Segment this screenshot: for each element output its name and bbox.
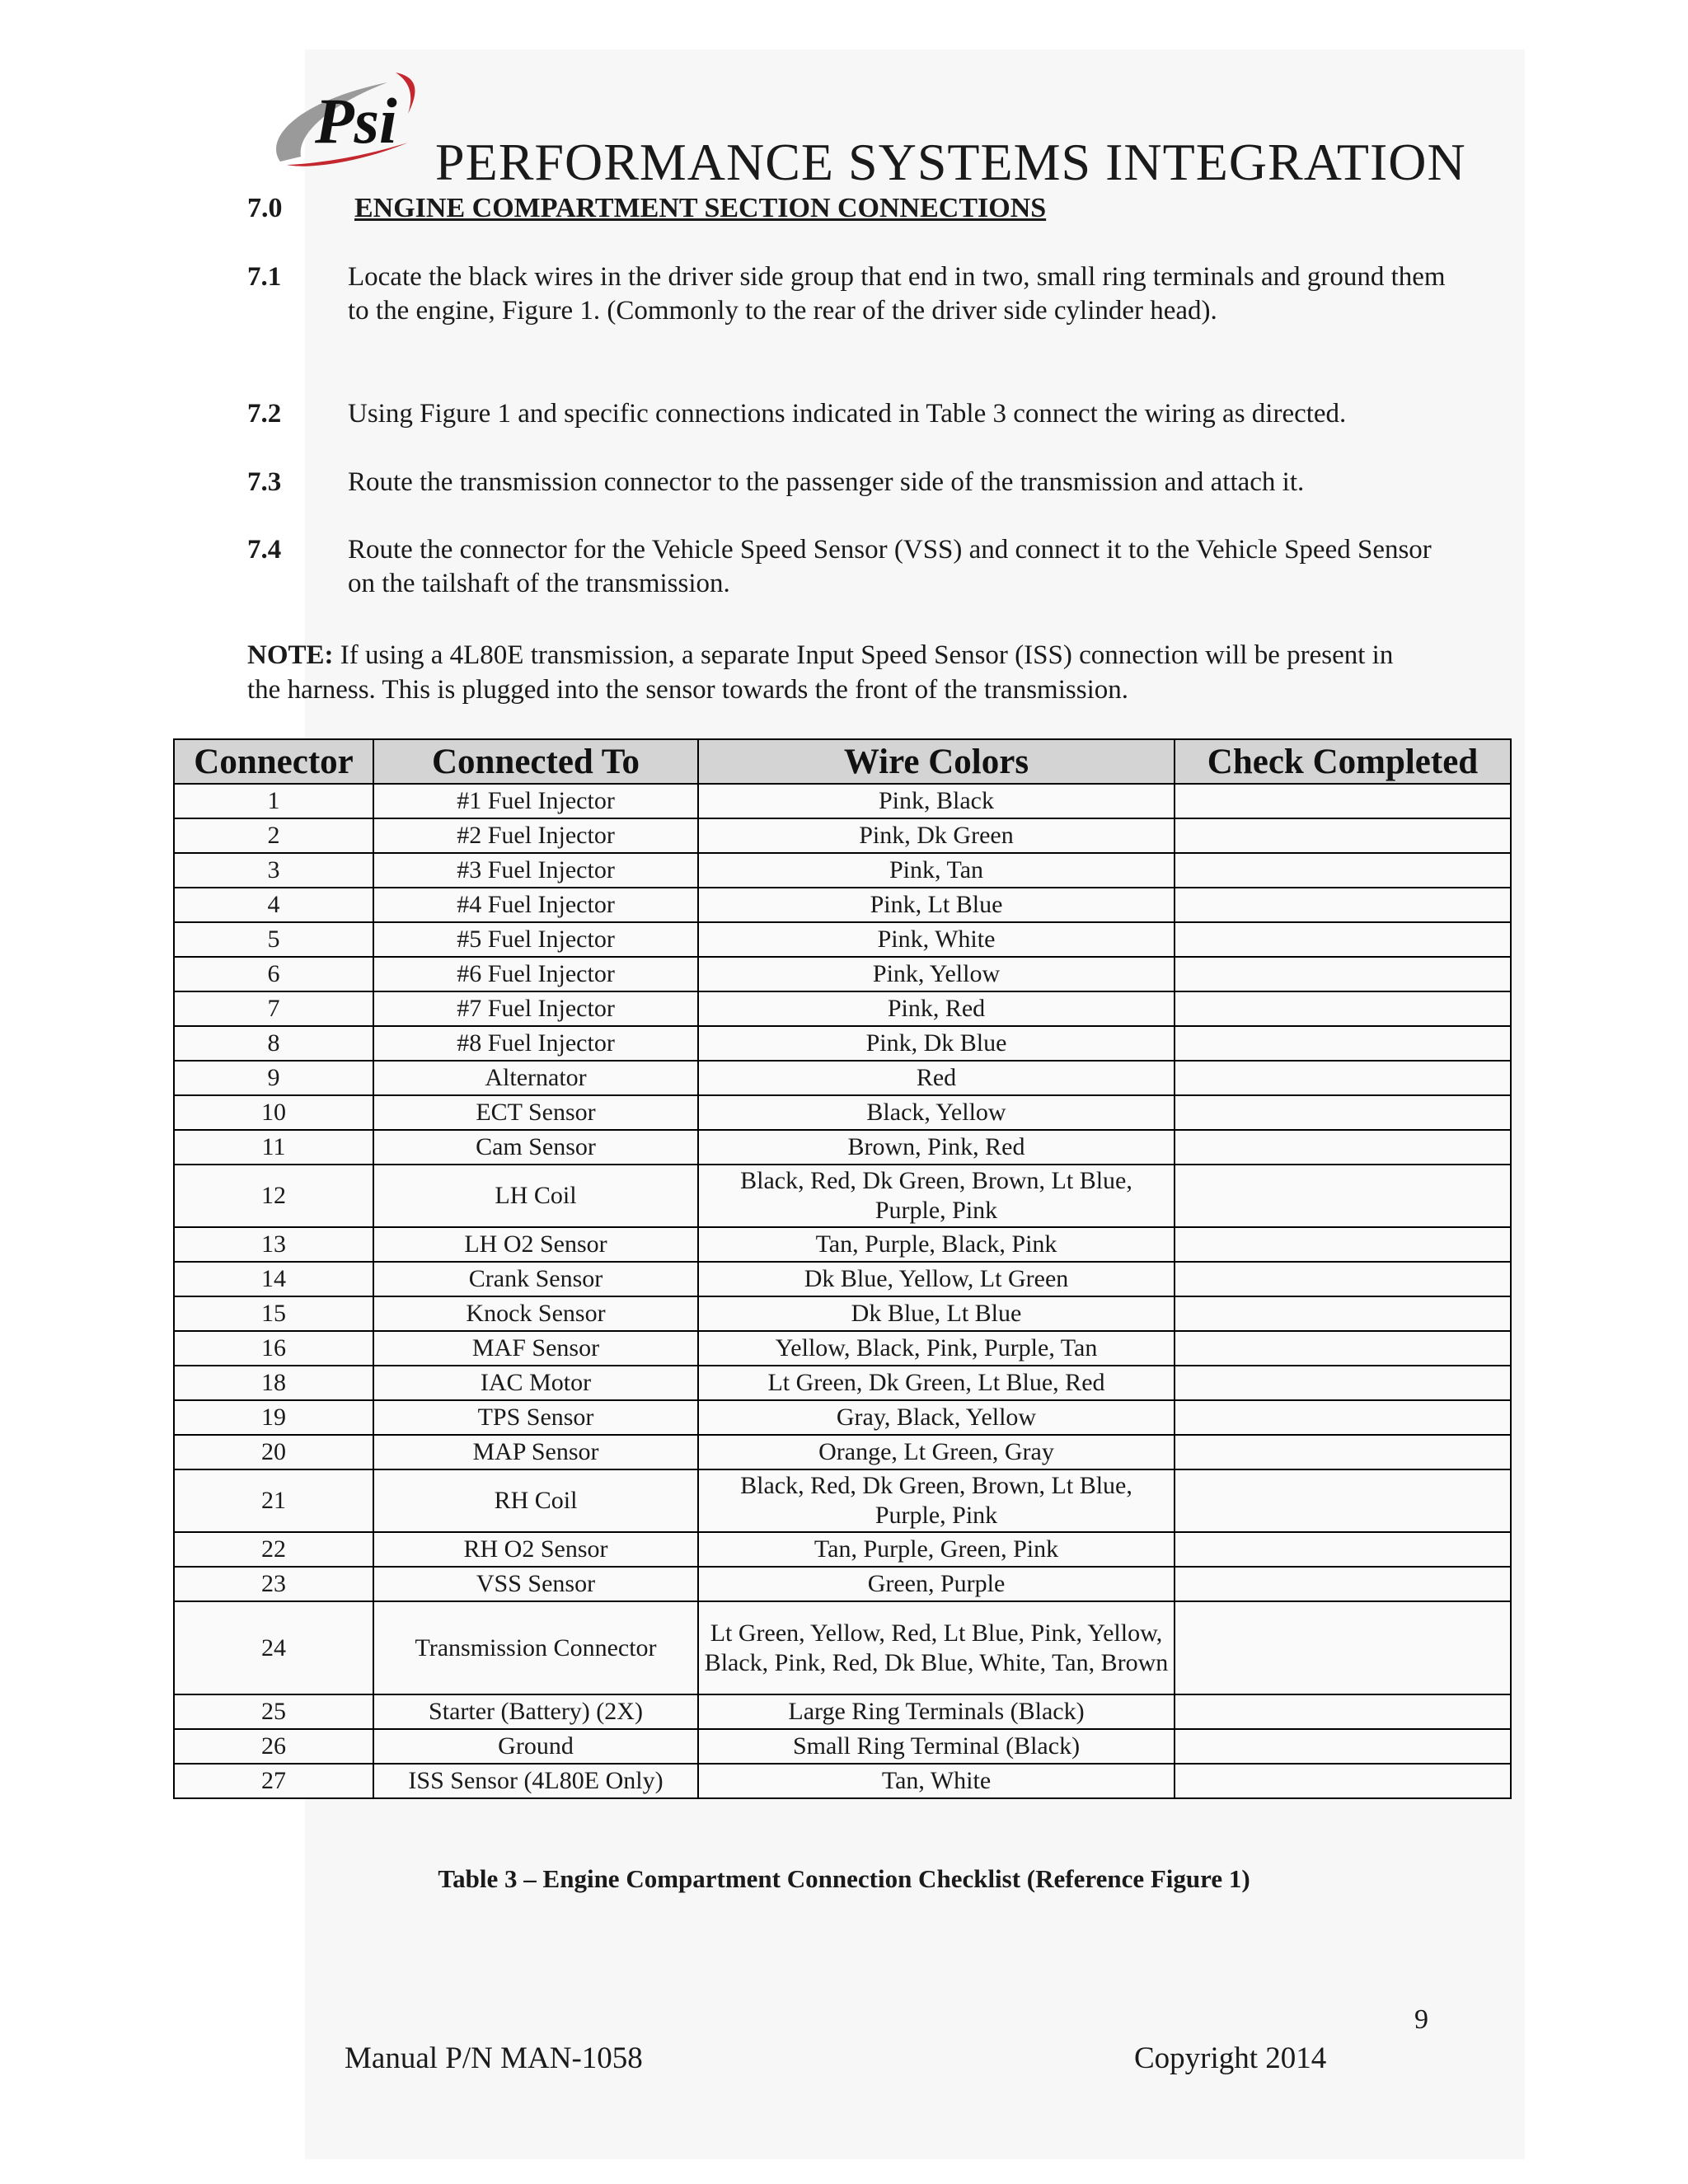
check-completed-cell[interactable] <box>1175 1435 1511 1469</box>
connected-to-cell: #6 Fuel Injector <box>373 957 698 991</box>
wire-colors-cell: Tan, Purple, Green, Pink <box>698 1532 1175 1567</box>
wire-colors-cell: Pink, Tan <box>698 853 1175 888</box>
check-completed-cell[interactable] <box>1175 1567 1511 1601</box>
check-completed-cell[interactable] <box>1175 1764 1511 1798</box>
company-name-text: PERFORMANCE SYSTEMS INTEGRATION <box>435 133 1466 191</box>
table-row <box>174 1366 1511 1400</box>
wire-colors-cell: Black, Red, Dk Green, Brown, Lt Blue, Purple, Pink <box>698 1165 1175 1227</box>
connected-to-cell: LH Coil <box>373 1165 698 1227</box>
table-row <box>174 1262 1511 1296</box>
table-row <box>174 888 1511 922</box>
header-wire-colors: Wire Colors <box>698 739 1175 784</box>
connector-cell: 21 <box>174 1469 373 1532</box>
table-row <box>174 1331 1511 1366</box>
step-number: 7.2 <box>247 399 282 429</box>
table-row <box>174 1469 1511 1532</box>
wire-colors-cell: Green, Purple <box>698 1567 1175 1601</box>
connector-cell: 18 <box>174 1366 373 1400</box>
wire-colors-cell: Pink, Yellow <box>698 957 1175 991</box>
connector-cell: 4 <box>174 888 373 922</box>
connected-to-cell: TPS Sensor <box>373 1400 698 1435</box>
check-completed-cell[interactable] <box>1175 1130 1511 1165</box>
connector-cell: 3 <box>174 853 373 888</box>
wire-colors-cell: Gray, Black, Yellow <box>698 1400 1175 1435</box>
check-completed-cell[interactable] <box>1175 1729 1511 1764</box>
connector-cell: 24 <box>174 1601 373 1694</box>
connected-to-cell: ECT Sensor <box>373 1095 698 1130</box>
connector-cell: 19 <box>174 1400 373 1435</box>
table-row <box>174 1532 1511 1567</box>
connector-cell: 27 <box>174 1764 373 1798</box>
connected-to-cell: Cam Sensor <box>373 1130 698 1165</box>
section-number: 7.0 <box>247 193 283 223</box>
header-connected-to: Connected To <box>373 739 698 784</box>
check-completed-cell[interactable] <box>1175 1227 1511 1262</box>
connector-cell: 11 <box>174 1130 373 1165</box>
table-row <box>174 1567 1511 1601</box>
table-row <box>174 1729 1511 1764</box>
table-row <box>174 1061 1511 1095</box>
table-caption: Table 3 – Engine Compartment Connection Checklist (Reference Figure 1) <box>438 1864 1250 1893</box>
wire-colors-cell: Small Ring Terminal (Black) <box>698 1729 1175 1764</box>
logo-text: Psi <box>315 85 397 157</box>
wire-colors-cell: Lt Green, Dk Green, Lt Blue, Red <box>698 1366 1175 1400</box>
step-number: 7.3 <box>247 467 282 497</box>
table-row <box>174 922 1511 957</box>
note-label: NOTE: <box>247 640 334 670</box>
step-7-4 <box>247 533 1451 602</box>
table-row <box>174 1435 1511 1469</box>
connector-cell: 20 <box>174 1435 373 1469</box>
connected-to-cell: Alternator <box>373 1061 698 1095</box>
connected-to-cell: #2 Fuel Injector <box>373 818 698 853</box>
table-row <box>174 784 1511 818</box>
check-completed-cell[interactable] <box>1175 957 1511 991</box>
note <box>247 638 1418 707</box>
check-completed-cell[interactable] <box>1175 1262 1511 1296</box>
wire-colors-cell: Pink, Red <box>698 991 1175 1026</box>
header-connector: Connector <box>174 739 373 784</box>
check-completed-cell[interactable] <box>1175 1095 1511 1130</box>
check-completed-cell[interactable] <box>1175 1366 1511 1400</box>
psi-logo <box>264 64 429 180</box>
connector-cell: 12 <box>174 1165 373 1227</box>
connected-to-cell: Starter (Battery) (2X) <box>373 1694 698 1729</box>
check-completed-cell[interactable] <box>1175 853 1511 888</box>
wire-colors-cell: Pink, Dk Green <box>698 818 1175 853</box>
connected-to-cell: Knock Sensor <box>373 1296 698 1331</box>
check-completed-cell[interactable] <box>1175 1694 1511 1729</box>
connected-to-cell: RH Coil <box>373 1469 698 1532</box>
connector-cell: 26 <box>174 1729 373 1764</box>
connector-cell: 15 <box>174 1296 373 1331</box>
page-number: 9 <box>1414 2004 1428 2035</box>
wire-colors-cell: Yellow, Black, Pink, Purple, Tan <box>698 1331 1175 1366</box>
connected-to-cell: Crank Sensor <box>373 1262 698 1296</box>
step-number: 7.1 <box>247 262 282 292</box>
connected-to-cell: #1 Fuel Injector <box>373 784 698 818</box>
connector-cell: 14 <box>174 1262 373 1296</box>
check-completed-cell[interactable] <box>1175 1601 1511 1694</box>
table-row <box>174 1601 1511 1694</box>
check-completed-cell[interactable] <box>1175 818 1511 853</box>
connector-cell: 23 <box>174 1567 373 1601</box>
table-header-row <box>174 739 1511 784</box>
table-row <box>174 1227 1511 1262</box>
check-completed-cell[interactable] <box>1175 1026 1511 1061</box>
table-row <box>174 1165 1511 1227</box>
connected-to-cell: #8 Fuel Injector <box>373 1026 698 1061</box>
wire-colors-cell: Pink, Dk Blue <box>698 1026 1175 1061</box>
wire-colors-cell: Tan, Purple, Black, Pink <box>698 1227 1175 1262</box>
wire-colors-cell: Lt Green, Yellow, Red, Lt Blue, Pink, Yellow, Black, Pink, Red, Dk Blue, White, Tan, Brown <box>698 1601 1175 1694</box>
connected-to-cell: Transmission Connector <box>373 1601 698 1694</box>
header-check-completed: Check Completed <box>1175 739 1511 784</box>
wire-colors-cell: Dk Blue, Lt Blue <box>698 1296 1175 1331</box>
connected-to-cell: #4 Fuel Injector <box>373 888 698 922</box>
connector-cell: 22 <box>174 1532 373 1567</box>
connected-to-cell: LH O2 Sensor <box>373 1227 698 1262</box>
table-row <box>174 818 1511 853</box>
step-7-1 <box>247 260 1451 363</box>
check-completed-cell[interactable] <box>1175 888 1511 922</box>
check-completed-cell[interactable] <box>1175 1331 1511 1366</box>
wire-colors-cell: Dk Blue, Yellow, Lt Green <box>698 1262 1175 1296</box>
wire-colors-cell: Pink, Black <box>698 784 1175 818</box>
connector-cell: 13 <box>174 1227 373 1262</box>
connector-cell: 16 <box>174 1331 373 1366</box>
connector-cell: 1 <box>174 784 373 818</box>
connected-to-cell: VSS Sensor <box>373 1567 698 1601</box>
check-completed-cell[interactable] <box>1175 1165 1511 1227</box>
step-text: Locate the black wires in the driver side group that end in two, small ring terminals and ground them to the engine, Figure 1. (Commonly to the rear of the driver side cylinder head). <box>348 262 1446 326</box>
table-row <box>174 1130 1511 1165</box>
table-row <box>174 1296 1511 1331</box>
connector-cell: 5 <box>174 922 373 957</box>
connector-cell: 6 <box>174 957 373 991</box>
wire-colors-cell: Brown, Pink, Red <box>698 1130 1175 1165</box>
connected-to-cell: ISS Sensor (4L80E Only) <box>373 1764 698 1798</box>
connected-to-cell: Ground <box>373 1729 698 1764</box>
connected-to-cell: RH O2 Sensor <box>373 1532 698 1567</box>
connected-to-cell: MAF Sensor <box>373 1331 698 1366</box>
wire-colors-cell: Tan, White <box>698 1764 1175 1798</box>
step-7-2 <box>247 397 1451 431</box>
table-row <box>174 1026 1511 1061</box>
wire-colors-cell: Black, Yellow <box>698 1095 1175 1130</box>
check-completed-cell[interactable] <box>1175 1061 1511 1095</box>
connector-cell: 9 <box>174 1061 373 1095</box>
step-number: 7.4 <box>247 535 282 565</box>
section-heading <box>247 193 1046 224</box>
connector-cell: 8 <box>174 1026 373 1061</box>
connected-to-cell: #3 Fuel Injector <box>373 853 698 888</box>
step-text: Route the transmission connector to the passenger side of the transmission and attach it. <box>348 467 1305 497</box>
check-completed-cell[interactable] <box>1175 784 1511 818</box>
table-row <box>174 957 1511 991</box>
connector-cell: 25 <box>174 1694 373 1729</box>
check-completed-cell[interactable] <box>1175 922 1511 957</box>
wire-colors-cell: Orange, Lt Green, Gray <box>698 1435 1175 1469</box>
table-row <box>174 853 1511 888</box>
manual-part-number: Manual P/N MAN-1058 <box>345 2041 643 2075</box>
connected-to-cell: #7 Fuel Injector <box>373 991 698 1026</box>
check-completed-cell[interactable] <box>1175 1296 1511 1331</box>
table-row <box>174 1694 1511 1729</box>
table-row <box>174 1400 1511 1435</box>
connected-to-cell: #5 Fuel Injector <box>373 922 698 957</box>
wire-colors-cell: Pink, Lt Blue <box>698 888 1175 922</box>
company-name <box>435 132 1466 193</box>
connector-cell: 7 <box>174 991 373 1026</box>
step-text: Using Figure 1 and specific connections indicated in Table 3 connect the wiring as directed. <box>348 399 1347 429</box>
section-title: ENGINE COMPARTMENT SECTION CONNECTIONS <box>354 193 1047 223</box>
wire-colors-cell: Black, Red, Dk Green, Brown, Lt Blue, Purple, Pink <box>698 1469 1175 1532</box>
connected-to-cell: MAP Sensor <box>373 1435 698 1469</box>
connected-to-cell: IAC Motor <box>373 1366 698 1400</box>
check-completed-cell[interactable] <box>1175 1400 1511 1435</box>
table-row <box>174 991 1511 1026</box>
step-7-3 <box>247 466 1451 499</box>
check-completed-cell[interactable] <box>1175 991 1511 1026</box>
table-row <box>174 1095 1511 1130</box>
wire-colors-cell: Pink, White <box>698 922 1175 957</box>
wire-colors-cell: Red <box>698 1061 1175 1095</box>
connection-checklist-table <box>173 738 1512 1799</box>
check-completed-cell[interactable] <box>1175 1532 1511 1567</box>
note-text: If using a 4L80E transmission, a separate Input Speed Sensor (ISS) connection will be present in the harness. This is plugged into the sensor towards the front of the transmission. <box>247 640 1394 705</box>
check-completed-cell[interactable] <box>1175 1469 1511 1532</box>
copyright: Copyright 2014 <box>1134 2041 1327 2075</box>
step-text: Route the connector for the Vehicle Speed Sensor (VSS) and connect it to the Vehicle Speed Sensor on the tailshaft of the transmission. <box>348 535 1432 598</box>
connector-cell: 10 <box>174 1095 373 1130</box>
connector-cell: 2 <box>174 818 373 853</box>
table-row <box>174 1764 1511 1798</box>
wire-colors-cell: Large Ring Terminals (Black) <box>698 1694 1175 1729</box>
